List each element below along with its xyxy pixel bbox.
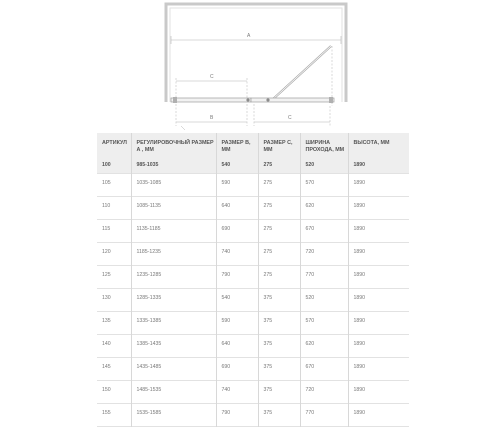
- cell-size-b: 540: [216, 159, 258, 173]
- cell-article: 150: [97, 380, 131, 403]
- table-row: [97, 311, 409, 334]
- cell-article: 115: [97, 219, 131, 242]
- wall-outline-inner: [170, 8, 342, 102]
- cell-size-c: 275: [258, 265, 300, 288]
- header-size-b: РАЗМЕР B, ММ: [216, 133, 258, 159]
- header-size-c: РАЗМЕР C, ММ: [258, 133, 300, 159]
- cell-height: 1890: [353, 363, 366, 370]
- cell-size-b: 690: [216, 219, 258, 242]
- glass-panel-fixed: [171, 98, 251, 102]
- table-row: [97, 196, 409, 219]
- cell-passage-width: 670: [300, 357, 348, 380]
- cell-article: 135: [97, 311, 131, 334]
- door-plan-svg: [0, 0, 500, 135]
- table-header-row: [97, 133, 409, 159]
- cell-article: 105: [97, 173, 131, 196]
- cell-height: 1890: [353, 202, 366, 209]
- cell-article: 100: [97, 159, 131, 173]
- cell-adjust-size-a: 1285-1335: [131, 288, 216, 311]
- cell-height: 1890: [353, 271, 366, 278]
- dim-c-upper-label: C: [210, 74, 214, 80]
- cell-passage-width: 720: [300, 380, 348, 403]
- header-passage-width: ШИРИНА ПРОХОДА, ММ: [300, 133, 348, 159]
- cell-height: 1890: [353, 225, 366, 232]
- cell-article: 140: [97, 334, 131, 357]
- cell-passage-width: 720: [300, 242, 348, 265]
- cell-passage-width: 520: [300, 159, 348, 173]
- cell-height: 1890: [353, 294, 366, 301]
- cell-adjust-size-a: 1535-1585: [131, 403, 216, 426]
- cell-size-c: 375: [258, 288, 300, 311]
- cell-size-b: 790: [216, 403, 258, 426]
- cell-article: 145: [97, 357, 131, 380]
- cell-adjust-size-a: 985-1035: [131, 159, 216, 173]
- cell-size-b: 640: [216, 196, 258, 219]
- cell-passage-width: 670: [300, 219, 348, 242]
- cell-article: 130: [97, 288, 131, 311]
- cell-passage-width: 520: [300, 288, 348, 311]
- cell-height: 1890: [353, 162, 366, 168]
- cell-article: 155: [97, 403, 131, 426]
- cell-height: 1890: [353, 340, 366, 347]
- cell-size-c: 375: [258, 380, 300, 403]
- table-row: [97, 357, 409, 380]
- cell-size-c: 275: [258, 219, 300, 242]
- table-body: [97, 159, 409, 426]
- header-adjust-size-a: РЕГУЛИРОВОЧНЫЙ РАЗМЕР А , ММ: [131, 133, 216, 159]
- dim-a-label: A: [247, 33, 251, 39]
- cell-size-c: 275: [258, 173, 300, 196]
- cell-adjust-size-a: 1485-1535: [131, 380, 216, 403]
- cell-article: 125: [97, 265, 131, 288]
- table-row: [97, 288, 409, 311]
- cell-size-c: 375: [258, 334, 300, 357]
- table-row: [97, 334, 409, 357]
- dim-b-label: B: [210, 115, 214, 121]
- cell-adjust-size-a: 1235-1285: [131, 265, 216, 288]
- cell-article: 110: [97, 196, 131, 219]
- cell-height: 1890: [353, 386, 366, 393]
- cell-passage-width: 620: [300, 196, 348, 219]
- header-article: АРТИКУЛ: [97, 133, 131, 159]
- cell-size-b: 740: [216, 242, 258, 265]
- cell-size-c: 275: [258, 196, 300, 219]
- cell-height: 1890: [353, 317, 366, 324]
- cell-adjust-size-a: 1035-1085: [131, 173, 216, 196]
- cell-passage-width: 770: [300, 403, 348, 426]
- table-row: [97, 219, 409, 242]
- table-row: [97, 173, 409, 196]
- cell-passage-width: 770: [300, 265, 348, 288]
- cell-adjust-size-a: 1135-1185: [131, 219, 216, 242]
- cell-height: 1890: [353, 179, 366, 186]
- cell-height: 1890: [353, 248, 366, 255]
- cell-adjust-size-a: 1335-1385: [131, 311, 216, 334]
- cell-size-b: 590: [216, 173, 258, 196]
- cell-adjust-size-a: 1085-1135: [131, 196, 216, 219]
- table-row: [97, 265, 409, 288]
- cell-size-c: 375: [258, 403, 300, 426]
- specification-table: [97, 133, 409, 427]
- door-plan-diagram: [0, 0, 500, 135]
- cell-size-b: 640: [216, 334, 258, 357]
- cell-size-b: 690: [216, 357, 258, 380]
- cell-size-c: 375: [258, 311, 300, 334]
- cell-height: 1890: [353, 409, 366, 416]
- cell-article: 120: [97, 242, 131, 265]
- table-row: [97, 242, 409, 265]
- cell-size-b: 740: [216, 380, 258, 403]
- cell-passage-width: 570: [300, 311, 348, 334]
- cell-passage-width: 570: [300, 173, 348, 196]
- cell-size-c: 275: [258, 159, 300, 173]
- cell-size-b: 790: [216, 265, 258, 288]
- cell-adjust-size-a: 1385-1435: [131, 334, 216, 357]
- table-row: [97, 403, 409, 426]
- dim-c-lower-label: C: [288, 115, 292, 121]
- cell-size-b: 540: [216, 288, 258, 311]
- cell-size-c: 275: [258, 242, 300, 265]
- wall-outline: [166, 4, 346, 102]
- cell-adjust-size-a: 1435-1485: [131, 357, 216, 380]
- header-height: ВЫСОТА, ММ: [353, 140, 390, 146]
- cell-size-c: 375: [258, 357, 300, 380]
- cell-adjust-size-a: 1185-1235: [131, 242, 216, 265]
- cell-passage-width: 620: [300, 334, 348, 357]
- glass-panel-door: [251, 98, 334, 102]
- cell-size-b: 590: [216, 311, 258, 334]
- table-row: [97, 159, 409, 173]
